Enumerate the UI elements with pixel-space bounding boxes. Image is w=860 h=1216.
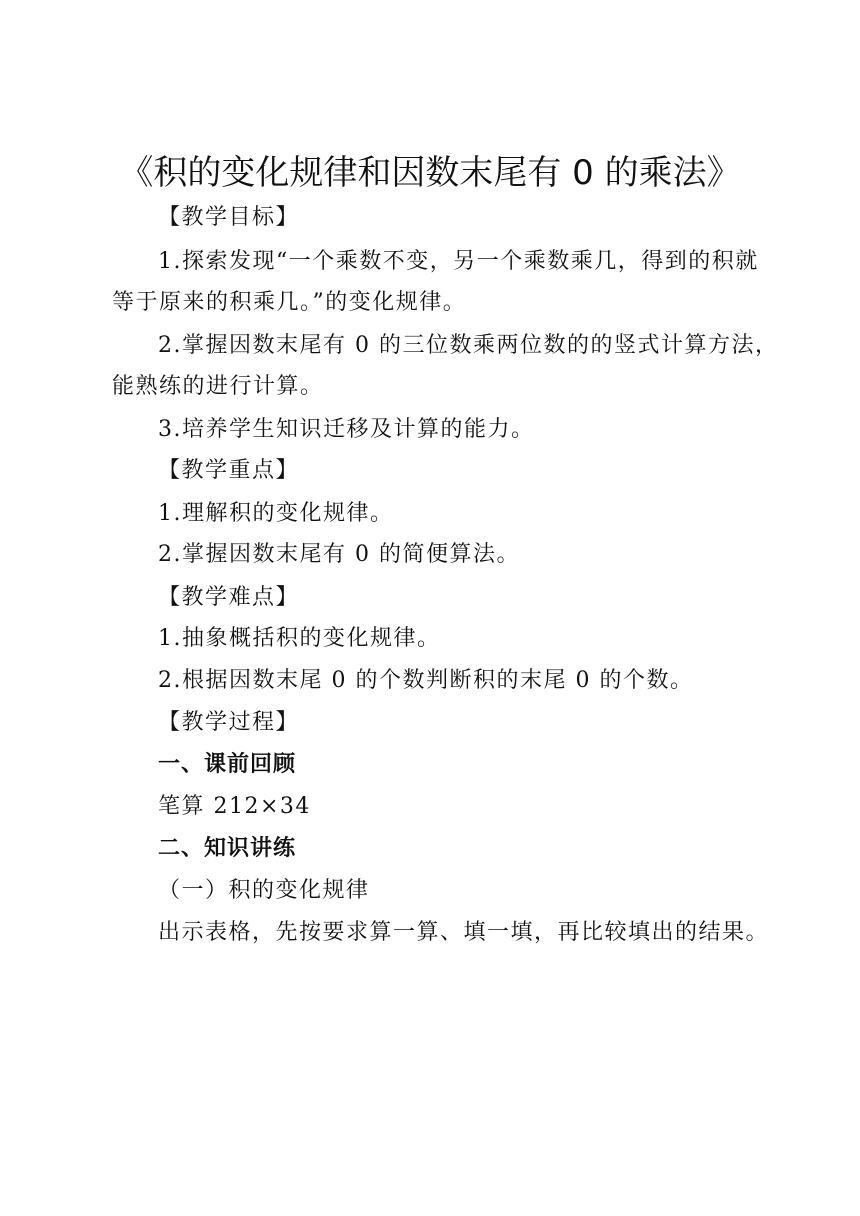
- part-1-text: 笔算 212×34: [158, 794, 311, 819]
- objectives-heading: 【教学目标】: [158, 205, 300, 230]
- objective-3: 3.培养学生知识迁移及计算的能力。: [158, 417, 535, 442]
- difficulty-1: 1.抽象概括积的变化规律。: [158, 626, 441, 651]
- process-heading: 【教学过程】: [158, 710, 300, 735]
- key-point-2: 2.掌握因数末尾有 0 的简便算法。: [158, 542, 520, 567]
- objective-1-line-1: 1.探索发现“一个乘数不变，另一个乘数乘几，得到的积就: [158, 249, 759, 274]
- key-points-heading: 【教学重点】: [158, 458, 300, 483]
- part-1-heading: 一、课前回顾: [158, 752, 297, 777]
- objective-2-line-1: 2.掌握因数末尾有 0 的三位数乘两位数的的竖式计算方法，: [158, 333, 779, 358]
- objective-1-line-2: 等于原来的积乘几。”的变化规律。: [112, 290, 467, 315]
- subpart-1-text: 出示表格，先按要求算一算、填一填，再比较填出的结果。: [158, 920, 770, 945]
- document-title: 《积的变化规律和因数末尾有 0 的乘法》: [119, 153, 741, 193]
- difficulties-heading: 【教学难点】: [158, 585, 300, 610]
- difficulty-2: 2.根据因数末尾 0 的个数判断积的末尾 0 的个数。: [158, 668, 694, 693]
- part-2-heading: 二、知识讲练: [158, 836, 297, 861]
- objective-2-line-2: 能熟练的进行计算。: [112, 374, 324, 399]
- key-point-1: 1.理解积的变化规律。: [158, 501, 394, 526]
- subpart-1-heading: （一）积的变化规律: [158, 878, 370, 903]
